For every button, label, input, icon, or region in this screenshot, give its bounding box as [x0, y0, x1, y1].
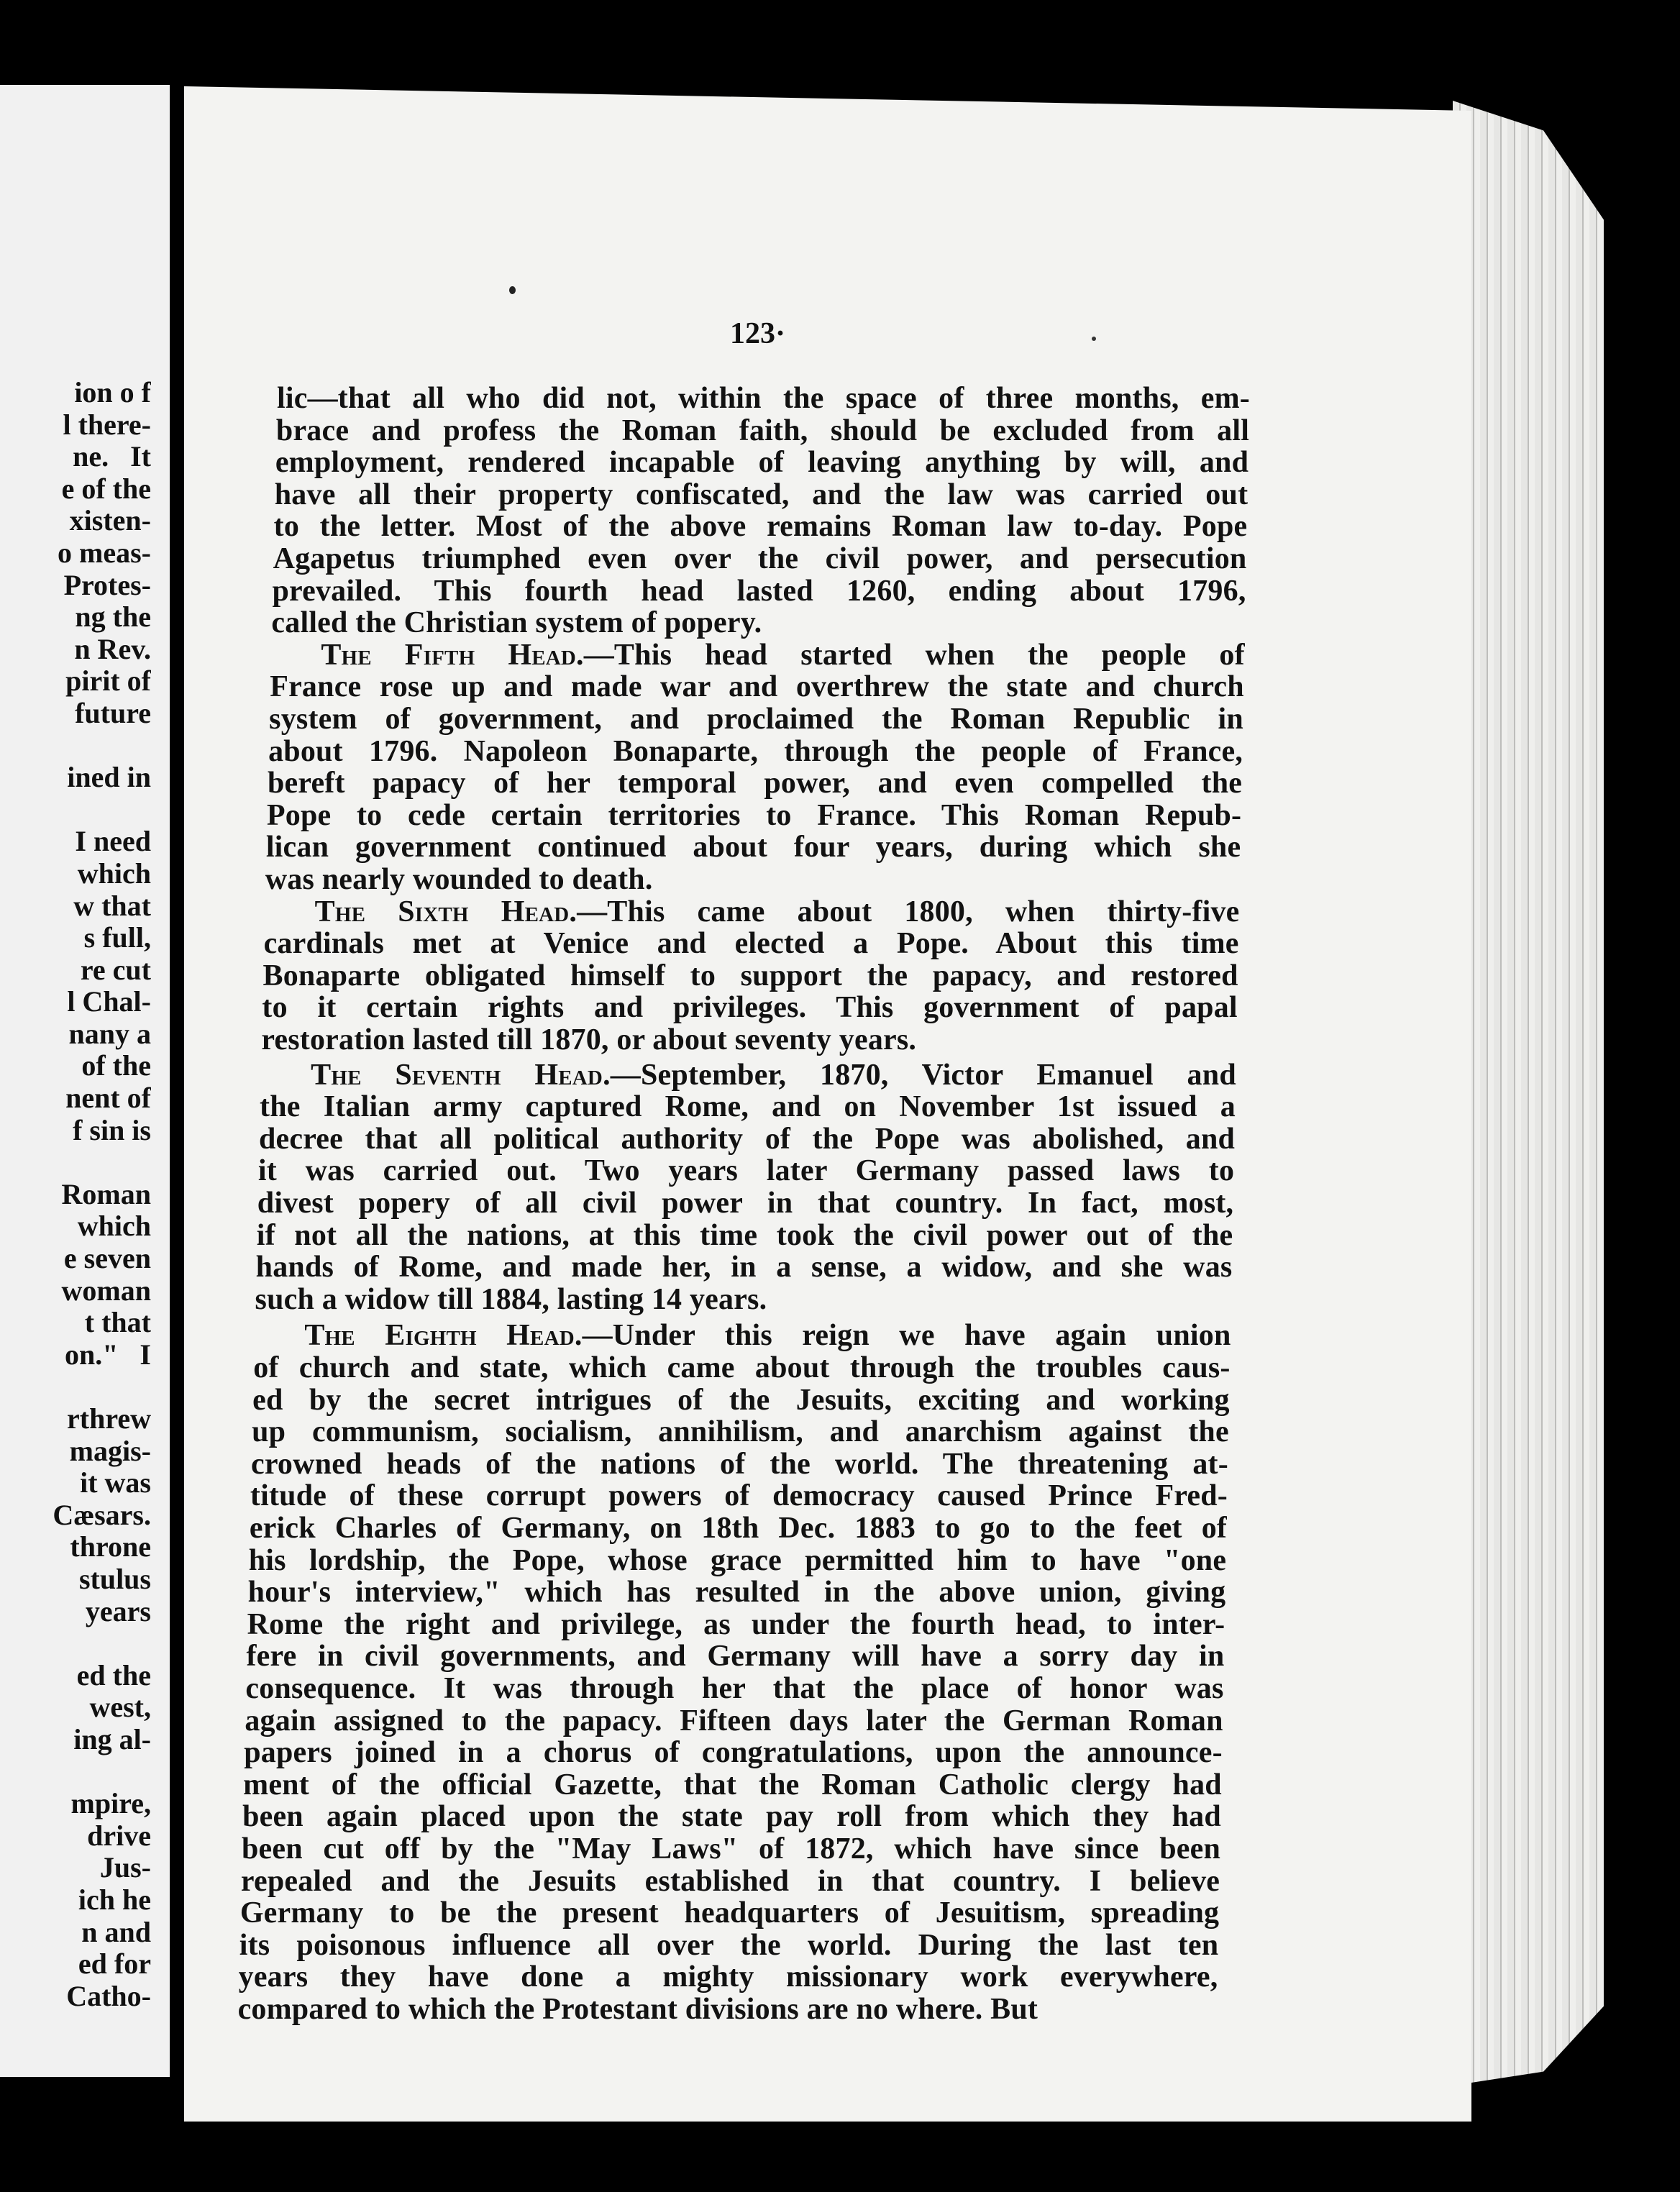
facing-page-line: ing al-: [73, 1723, 151, 1755]
facing-page-line: drive: [87, 1819, 151, 1852]
text-line-content: —Under this reign we have again union: [582, 1320, 1231, 1352]
text-line: hands of Rome, and made her, in a sense, a widow, and she was: [255, 1251, 1233, 1284]
facing-page-line: on." I: [64, 1338, 151, 1371]
text-line: the Italian army captured Rome, and on November 1st issued a: [260, 1091, 1236, 1123]
text-line: have all their property confiscated, and the law was carried out: [274, 478, 1248, 511]
facing-page-line: mpire,: [70, 1788, 151, 1820]
facing-page-line: west,: [89, 1691, 151, 1724]
text-line: prevailed. This fourth head lasted 1260, ending about 1796,: [272, 575, 1246, 607]
facing-page-line: nent of: [65, 1082, 151, 1115]
text-line: divest popery of all civil power in that country. In fact, most,: [257, 1187, 1234, 1219]
facing-page-line: years: [85, 1595, 151, 1627]
facing-page-line: ion o f: [74, 377, 151, 408]
text-line: [311, 1059, 1236, 1091]
section-heading: The Seventh Head.: [311, 1059, 611, 1091]
facing-page-line: s full,: [83, 922, 151, 954]
text-line: its poisonous influence all over the world. During the last ten: [239, 1929, 1219, 1961]
section-heading: The Eighth Head.: [304, 1320, 583, 1352]
text-line: lic—that all who did not, within the space of three months, em-: [277, 383, 1250, 414]
text-line: bereft papacy of her temporal power, and even compelled the: [267, 767, 1243, 800]
facing-page-line: e seven: [63, 1243, 151, 1275]
text-line: hour's interview," which has resulted in the above union, giving: [247, 1576, 1226, 1609]
facing-page-line: xisten-: [69, 505, 151, 537]
facing-page-line: e of the: [61, 472, 151, 505]
facing-page-line: pirit of: [65, 665, 151, 698]
text-line: was nearly wounded to death.: [265, 864, 653, 895]
facing-page-line: re cut: [80, 954, 151, 986]
text-line: such a widow till 1884, lasting 14 years.: [255, 1283, 767, 1315]
text-line: called the Christian system of popery.: [271, 607, 762, 639]
text-line: [321, 639, 1244, 671]
text-line: papers joined in a chorus of congratulations, upon the announce-: [244, 1737, 1223, 1769]
text-line: years they have done a mighty missionary work everywhere,: [238, 1961, 1218, 1994]
text-line: [315, 896, 1240, 928]
text-line: cardinals met at Venice and elected a Pope. About this time: [263, 928, 1239, 960]
facing-page-line: n Rev.: [74, 633, 151, 665]
text-line: about 1796. Napoleon Bonaparte, through the people of France,: [268, 735, 1243, 767]
facing-page-line: I need: [75, 826, 151, 858]
text-line: ed by the secret intrigues of the Jesuits, exciting and working: [252, 1384, 1230, 1416]
facing-page-line: ng the: [75, 601, 151, 634]
facing-page-line: ed the: [76, 1659, 151, 1691]
text-line: repealed and the Jesuits established in that country. I believe: [240, 1865, 1220, 1897]
facing-page-line: Protes-: [63, 569, 151, 601]
text-line: Pope to cede certain territories to France. This Roman Repub-: [266, 799, 1242, 831]
facing-page-line: ne. It: [73, 441, 151, 473]
text-line: up communism, socialism, annihilism, and anarchism against the: [252, 1416, 1229, 1448]
facing-page-line: nany a: [68, 1018, 151, 1050]
facing-page-line: stulus: [78, 1563, 151, 1595]
text-line: his lordship, the Pope, whose grace permitted him to have "one: [248, 1544, 1227, 1576]
facing-page-line: woman: [61, 1274, 151, 1307]
facing-page-line: Cæsars.: [52, 1499, 151, 1531]
text-line: compared to which the Protestant divisions are no where. But: [237, 1994, 1038, 2025]
facing-page-line: f sin is: [73, 1114, 151, 1146]
text-line: again assigned to the papacy. Fifteen days later the German Roman: [245, 1704, 1223, 1737]
text-line: decree that all political authority of the Pope was abolished, and: [258, 1123, 1236, 1155]
text-line-content: —This head started when the people of: [583, 639, 1245, 671]
facing-page-line: future: [75, 697, 151, 729]
text-line: Agapetus triumphed even over the civil power, and persecution: [273, 543, 1247, 575]
facing-page-line: ed for: [78, 1948, 151, 1981]
facing-page-line: Roman: [61, 1178, 151, 1210]
text-line: it was carried out. Two years later Germany passed laws to: [257, 1155, 1235, 1187]
text-line: been cut off by the "May Laws" of 1872, which have since been: [241, 1833, 1221, 1865]
text-line: if not all the nations, at this time took the civil power out of the: [256, 1219, 1233, 1251]
facing-page-line: w that: [73, 890, 151, 922]
facing-page-line: ich he: [78, 1883, 151, 1916]
text-line: ment of the official Gazette, that the Roman Catholic clergy had: [243, 1768, 1222, 1801]
text-line: France rose up and made war and overthrew the state and church: [270, 671, 1244, 703]
text-line: of church and state, which came about through the troubles caus-: [253, 1352, 1231, 1384]
text-line: [304, 1320, 1231, 1351]
text-line: erick Charles of Germany, on 18th Dec. 1883 to go to the feet of: [249, 1512, 1228, 1544]
text-line: crowned heads of the nations of the world. The threatening at-: [250, 1448, 1228, 1480]
facing-page-line: Catho-: [66, 1980, 151, 2012]
text-line: to the letter. Most of the above remains Roman law to-day. Pope: [273, 511, 1248, 543]
section-heading: The Fifth Head.: [321, 639, 584, 671]
facing-page-line: l Chal-: [67, 986, 151, 1018]
page-number: 123·: [730, 317, 786, 350]
facing-page-line: ined in: [67, 762, 151, 794]
text-line: Germany to be the present headquarters of Jesuitism, spreading: [239, 1897, 1220, 1930]
facing-page-line: magis-: [69, 1435, 151, 1467]
facing-page-line: l there-: [63, 408, 151, 441]
text-line: brace and profess the Roman faith, should be excluded from all: [275, 414, 1250, 447]
facing-page-line: Jus-: [99, 1852, 151, 1884]
facing-page-line: it was: [80, 1467, 151, 1499]
facing-page-line: o meas-: [58, 536, 151, 569]
text-line: fere in civil governments, and Germany will have a sorry day in: [246, 1640, 1225, 1673]
text-line: to it certain rights and privileges. This government of papal: [262, 992, 1238, 1024]
facing-page-line: which: [77, 857, 151, 890]
facing-page-line: n and: [81, 1916, 151, 1948]
text-line-content: —This came about 1800, when thirty-five: [577, 895, 1240, 928]
text-line: been again placed upon the state pay roll from which they had: [242, 1801, 1221, 1833]
facing-page-line: t that: [84, 1307, 151, 1339]
text-line: system of government, and proclaimed the Roman Republic in: [269, 703, 1243, 735]
facing-page-line: which: [77, 1210, 151, 1243]
facing-page-line: of the: [81, 1050, 151, 1082]
text-line: employment, rendered incapable of leaving anything by will, and: [275, 447, 1249, 479]
text-line: restoration lasted till 1870, or about seventy years.: [261, 1024, 917, 1056]
section-heading: The Sixth Head.: [314, 895, 578, 928]
text-line-content: —September, 1870, Victor Emanuel and: [610, 1059, 1236, 1091]
facing-page-line: throne: [70, 1531, 151, 1563]
text-line: consequence. It was through her that the place of honor was: [245, 1673, 1224, 1704]
text-line: titude of these corrupt powers of democracy caused Prince Fred-: [250, 1480, 1228, 1512]
text-line: Rome the right and privilege, as under the fourth head, to inter-: [247, 1608, 1225, 1640]
text-line: Bonaparte obligated himself to support the papacy, and restored: [262, 959, 1238, 992]
facing-page-line: rthrew: [67, 1403, 151, 1435]
text-line: lican government continued about four years, during which she: [265, 831, 1241, 864]
